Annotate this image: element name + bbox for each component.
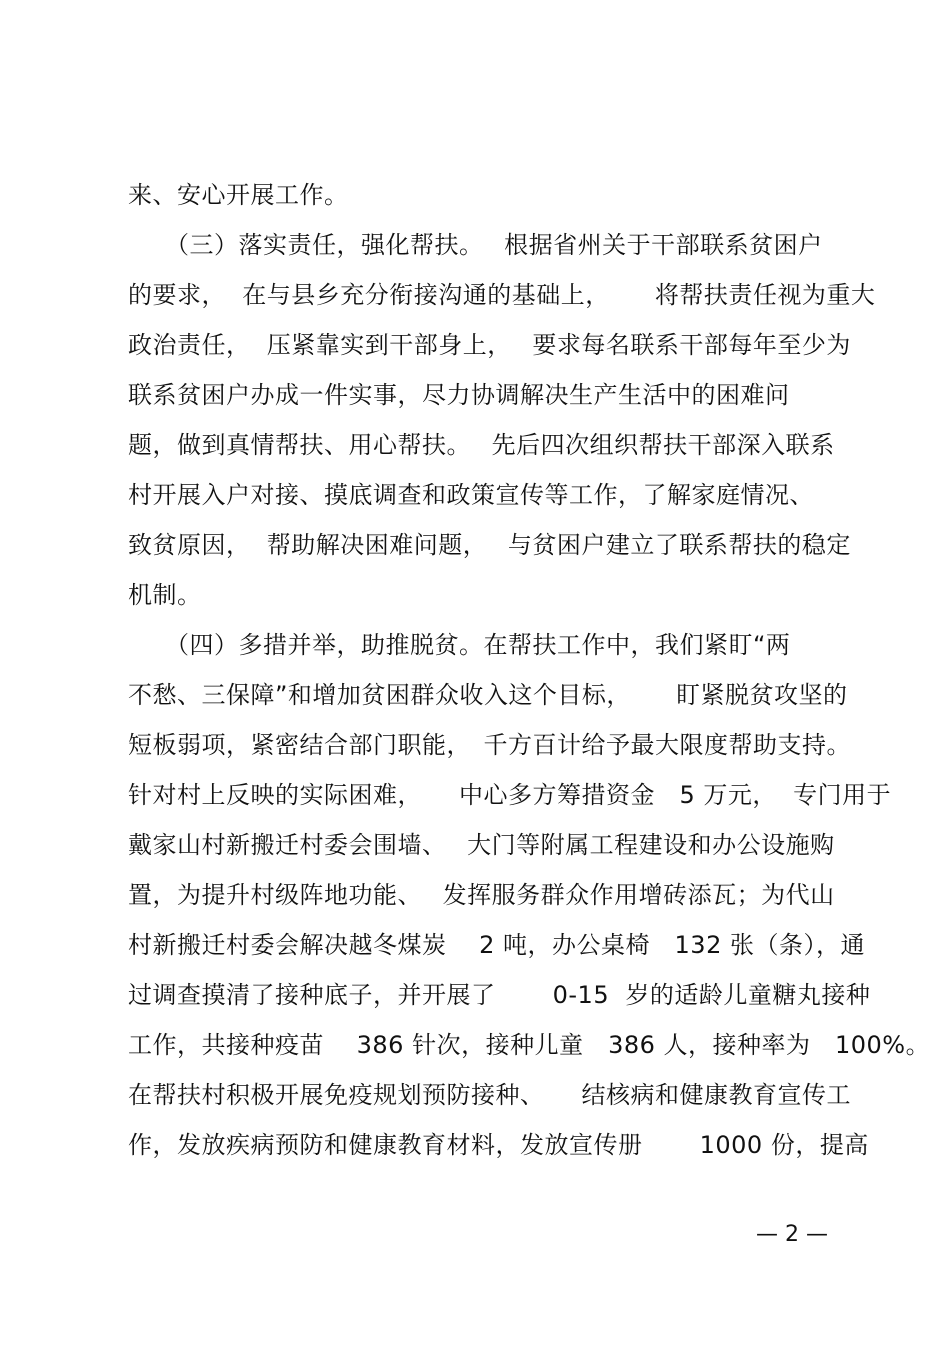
- text-line: （三）落实责任，强化帮扶。 根据省州关于干部联系贫困户: [128, 231, 823, 259]
- text-line: 的要求， 在与县乡充分衔接沟通的基础上， 将帮扶责任视为重大: [128, 281, 876, 309]
- text-line: 工作，共接种疫苗 386 针次，接种儿童 386 人，接种率为 100%。: [128, 1031, 931, 1059]
- text-line: 村开展入户对接、摸底调查和政策宣传等工作，了解家庭情况、: [128, 481, 814, 509]
- text-line: 题，做到真情帮扶、用心帮扶。 先后四次组织帮扶干部深入联系: [128, 431, 835, 459]
- text-line: 政治责任， 压紧靠实到干部身上， 要求每名联系干部每年至少为: [128, 331, 851, 359]
- page-number: — 2 —: [756, 1222, 828, 1247]
- text-line: （四）多措并举，助推脱贫。在帮扶工作中，我们紧盯“两: [128, 631, 791, 659]
- text-line: 过调查摸清了接种底子，并开展了 0-15 岁的适龄儿童糖丸接种: [128, 981, 871, 1009]
- text-line: 不愁、三保障”和增加贫困群众收入这个目标， 盯紧脱贫攻坚的: [128, 681, 848, 709]
- text-line: 致贫原因， 帮助解决困难问题， 与贫困户建立了联系帮扶的稳定: [128, 531, 851, 559]
- text-line: 来、安心开展工作。: [128, 181, 349, 209]
- text-line: 作，发放疾病预防和健康教育材料，发放宣传册 1000 份，提高: [128, 1131, 869, 1159]
- text-line: 联系贫困户办成一件实事，尽力协调解决生产生活中的困难问: [128, 381, 790, 409]
- text-line: 置，为提升村级阵地功能、 发挥服务群众作用增砖添瓦；为代山: [128, 881, 835, 909]
- text-line: 针对村上反映的实际困难， 中心多方筹措资金 5 万元， 专门用于: [128, 781, 892, 809]
- text-line: 机制。: [128, 581, 202, 609]
- text-line: 村新搬迁村委会解决越冬煤炭 2 吨，办公桌椅 132 张（条），通: [128, 931, 865, 959]
- text-line: 戴家山村新搬迁村委会围墙、 大门等附属工程建设和办公设施购: [128, 831, 835, 859]
- text-line: 在帮扶村积极开展免疫规划预防接种、 结核病和健康教育宣传工: [128, 1081, 851, 1109]
- text-line: 短板弱项，紧密结合部门职能， 千方百计给予最大限度帮助支持。: [128, 731, 851, 759]
